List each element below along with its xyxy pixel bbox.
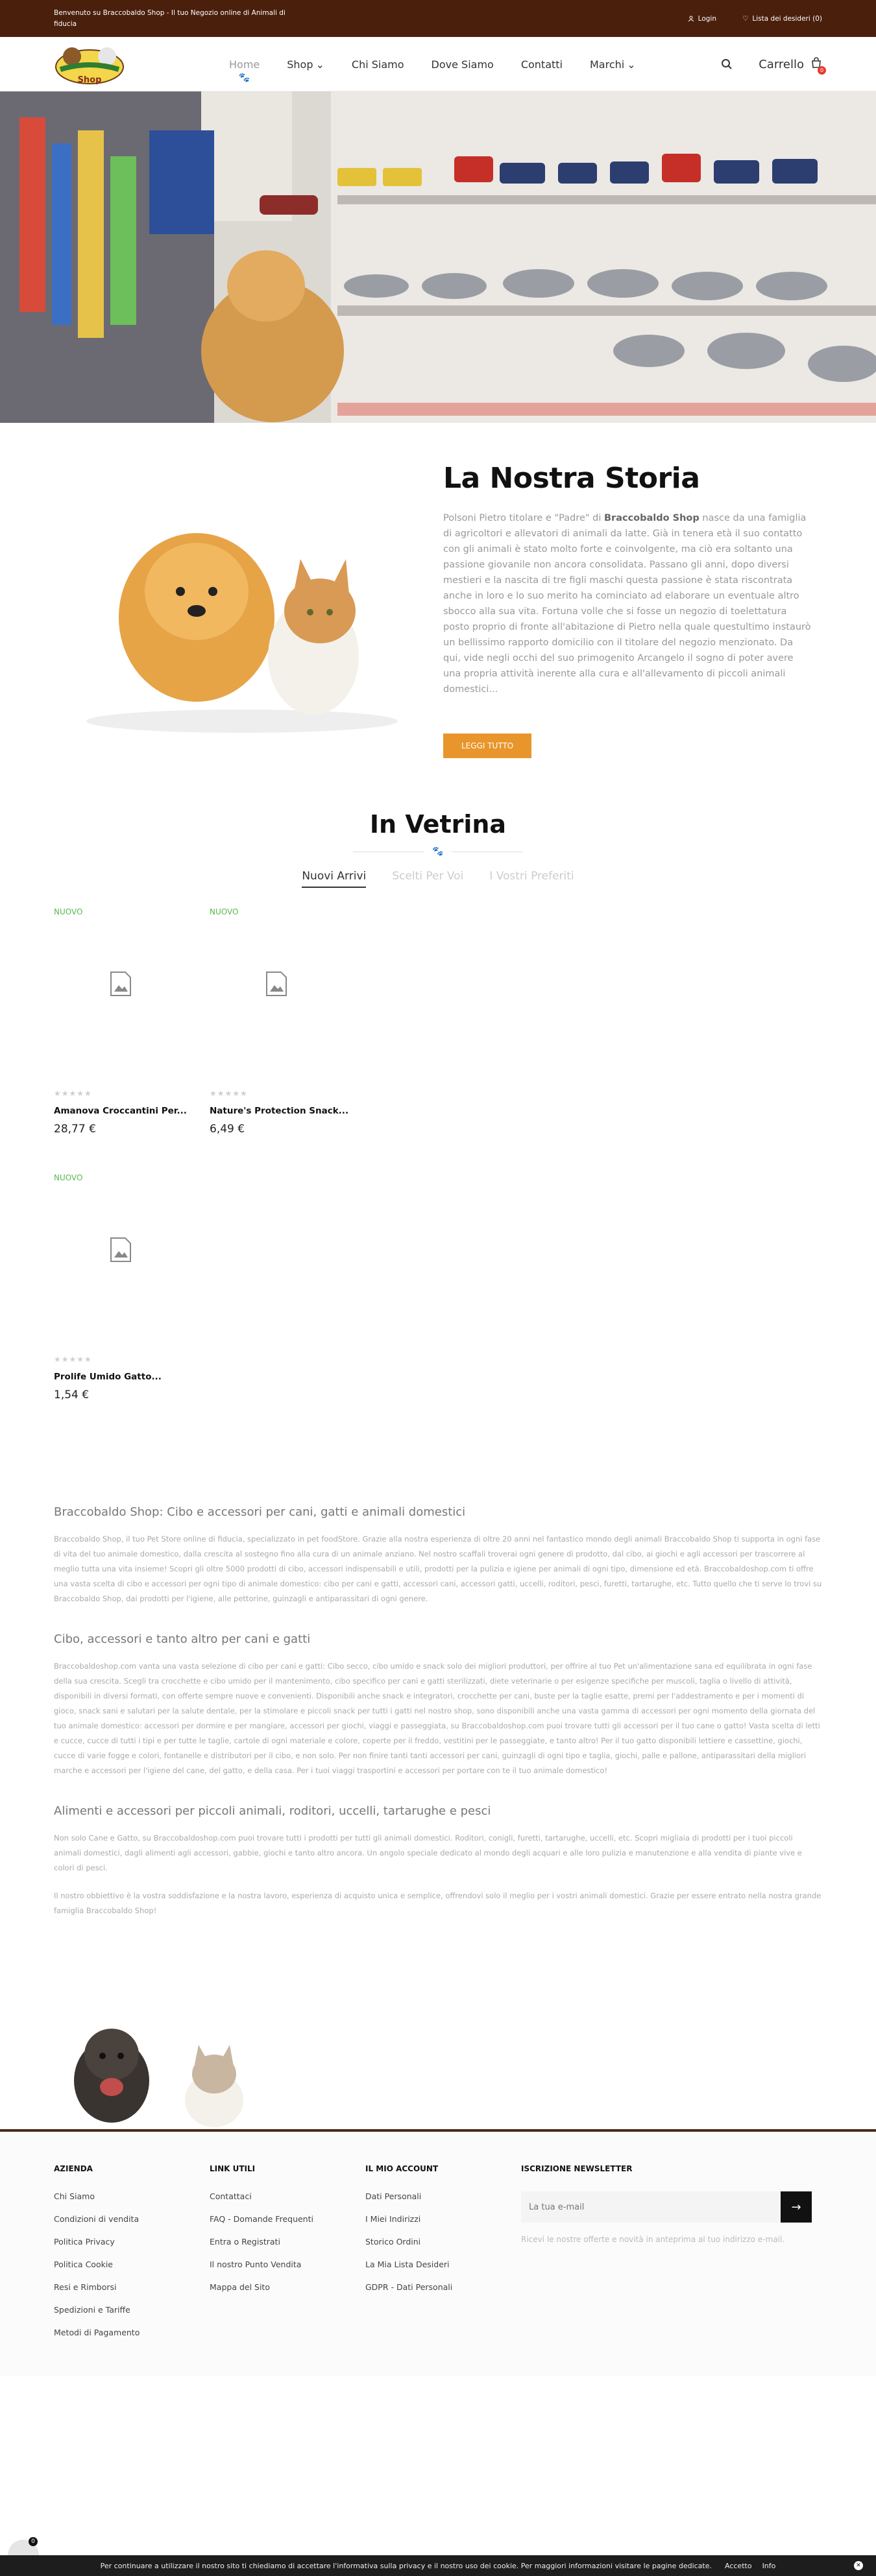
image-placeholder-icon (110, 1237, 132, 1263)
seo-paragraph: Braccobaldo Shop, il tuo Pet Store online di fiducia, specializzato in pet foodStore. Grazie alla nostra esperienza di oltre 20 anni nel fantastico mondo degli animali Braccobaldo Shop ti supporta in ogni fase di vita del tuo animale domestico, dalla crescita al sostegno fino alla cura di un animale anziano. Nel nostro scaffali troverai ogni genere di prodotto, dal cibo, ai giochi e agli accessori per trascorrere al meglio tutta una vita insieme! Scopri gli oltre 5000 prodotti di cibo, accessori indispensabili e utili, prodotti per la pulizia e igiene per animali di ogni tipo, dimensione ed età. Braccobaldoshop.com ti offre una vasta scelta di cibo e accessori per ogni tipo di animale domestico: cibo per cani e gatti, accessori cani, accessori gatti, uccelli, roditori, pesci, furetti, tartarughe, etc. Tutto quello che ti serve lo trovi su Braccobaldo Shop, dai prodotti per l'igiene, alle pettorine, guinzagli e antiparassitari di ogni genere. (54, 1534, 822, 1603)
footer-link[interactable]: Mappa del Sito (210, 2282, 270, 2292)
footer-column-azienda (54, 2164, 210, 2350)
footer-link[interactable]: La Mia Lista Desideri (365, 2260, 450, 2269)
svg-text:Shop: Shop (77, 75, 102, 85)
seo-text-section (0, 1401, 876, 2016)
newsletter-title: ISCRIZIONE NEWSLETTER (521, 2164, 633, 2173)
paw-icon: 🐾 (432, 846, 444, 857)
showcase-tabs (54, 870, 822, 888)
image-placeholder-icon (110, 971, 132, 997)
search-icon[interactable] (721, 58, 733, 70)
footer-link[interactable]: Politica Cookie (54, 2260, 113, 2269)
story-body: Polsoni Pietro titolare e "Padre" di Braccobaldo Shop nasce da una famiglia di agricoltori e allevatori di animali da latte. Già in tenera età il suo contatto con gli animali è stato molto forte e coinvolgente, ma ciò era soltanto una passione giovanile non ancora consolidata. Passano gli anni, dopo diversi mestieri e la nascita di tre figli maschi questa passione è stata riscontrata anche in loro e lo suo merito ha cominciato ad elaborare un eventuale altro sbocco alla sua vita. Fortuna volle che si fosse un negozio di toelettatura posto proprio di fronte all'abitazione di Pietro nella quale questultimo instaurò un bellissimo rapporto domicilio con il titolare del negozio menzionato. Da qui, vide negli occhi del suo primogenito Arcangelo il sogno di poter avere una propria attività inerente alla cura e all'allevamento di piccoli animali domestici... (443, 513, 811, 695)
newsletter-email-input[interactable] (521, 2191, 781, 2223)
chevron-down-icon: ⌄ (627, 58, 636, 71)
wishlist-label: Lista dei desideri (0) (752, 14, 822, 23)
showcase-title: In Vetrina (369, 810, 507, 839)
seo-heading: Braccobaldo Shop: Cibo e accessori per cani, gatti e animali domestici (54, 1505, 466, 1519)
newsletter-block (521, 2164, 820, 2350)
hero-image (0, 91, 876, 423)
chevron-down-icon: ⌄ (315, 58, 324, 71)
site-logo[interactable] (54, 41, 125, 88)
hero-banner (0, 91, 876, 423)
rating-stars: ★★★★★ (54, 1355, 92, 1364)
footer-column-link-utili (210, 2164, 365, 2350)
paw-icon: 🐾 (238, 72, 250, 83)
product-grid (54, 907, 822, 1401)
product-card[interactable] (54, 1173, 210, 1401)
close-icon[interactable]: ✕ (854, 2561, 863, 2570)
cookie-accept-button[interactable]: Accetto (725, 2561, 752, 2570)
heart-icon: ♡ (742, 14, 749, 23)
chat-count-badge: 0 (29, 2537, 38, 2546)
footer-column-account (365, 2164, 521, 2350)
cart-icon (810, 57, 822, 72)
tab-preferiti[interactable]: I Vostri Preferiti (489, 870, 574, 883)
footer-link[interactable]: Spedizioni e Tariffe (54, 2305, 130, 2315)
welcome-message: Benvenuto su Braccobaldo Shop - Il tuo Negozio online di Animali di fiducia (54, 8, 286, 28)
newsletter-submit-button[interactable] (781, 2191, 812, 2223)
cookie-banner (0, 2555, 876, 2576)
cookie-text: Per continuare a utilizzare il nostro sito ti chiediamo di accettare l'informativa sulla privacy e il nostro uso dei cookie. Per maggiori informazioni visitare le pagine dedicate. (100, 2561, 712, 2570)
footer-link[interactable]: Resi e Rimborsi (54, 2282, 117, 2292)
product-name[interactable]: Nature's Protection Snack... (210, 1106, 349, 1116)
product-price: 6,49 € (210, 1123, 245, 1136)
wishlist-link[interactable] (742, 15, 822, 23)
footer-link[interactable]: Politica Privacy (54, 2237, 115, 2247)
new-badge: NUOVO (54, 907, 83, 916)
nav-dove-siamo[interactable]: Dove Siamo (431, 58, 494, 71)
product-price: 1,54 € (54, 1389, 90, 1401)
footer-link[interactable]: Entra o Registrati (210, 2237, 280, 2247)
footer-column-title: AZIENDA (54, 2164, 93, 2173)
product-image[interactable] (54, 1173, 210, 1348)
showcase-section (0, 791, 876, 1401)
story-image (54, 462, 417, 747)
story-title: La Nostra Storia (443, 462, 700, 495)
seo-heading: Alimenti e accessori per piccoli animali, roditori, uccelli, tartarughe e pesci (54, 1804, 491, 1818)
new-badge: NUOVO (54, 1173, 83, 1182)
newsletter-note: Ricevi le nostre offerte e novità in anteprima al tuo indirizzo e-mail. (521, 2235, 785, 2244)
product-name[interactable]: Amanova Croccantini Per... (54, 1106, 187, 1116)
product-image[interactable] (54, 907, 210, 1082)
footer-link[interactable]: Dati Personali (365, 2191, 422, 2201)
footer-link[interactable]: Chi Siamo (54, 2191, 95, 2201)
site-footer (0, 2129, 876, 2376)
product-card[interactable] (210, 907, 365, 1136)
footer-link[interactable]: Condizioni di vendita (54, 2214, 140, 2224)
footer-link[interactable]: Metodi di Pagamento (54, 2328, 140, 2337)
cookie-info-button[interactable]: Info (762, 2561, 776, 2570)
tab-nuovi-arrivi[interactable]: Nuovi Arrivi (302, 870, 366, 888)
rating-stars: ★★★★★ (210, 1089, 248, 1098)
user-icon (688, 16, 694, 22)
seo-paragraph: Non solo Cane e Gatto, su Braccobaldoshop.com puoi trovare tutti i prodotti per tutti gli animali domestici. Roditori, conigli, furetti, tartarughe, uccelli, etc. Scopri migliaia di prodotti per i tuoi piccoli animali domestici, dagli alimenti agli accessori, gabbie, giochi e tanto altro ancora. Un angolo speciale dedicato al mondo degli acquari e alle loro pulizia e manutenzione e alla vendita di piante vive e colori di pesci. (54, 1833, 802, 1872)
read-more-button[interactable]: LEGGI TUTTO (443, 733, 531, 758)
main-nav (229, 58, 636, 83)
new-badge: NUOVO (210, 907, 239, 916)
seo-heading: Cibo, accessori e tanto altro per cani e gatti (54, 1632, 311, 1646)
footer-column-title: LINK UTILI (210, 2164, 256, 2173)
cart-button[interactable] (759, 57, 822, 72)
section-divider (54, 846, 822, 857)
arrow-right-icon: → (791, 2200, 801, 2214)
footer-link[interactable]: I Miei Indirizzi (365, 2214, 421, 2224)
product-name[interactable]: Prolife Umido Gatto... (54, 1372, 162, 1382)
footer-link[interactable]: Storico Ordini (365, 2237, 421, 2247)
top-bar (0, 0, 876, 37)
nav-contatti[interactable]: Contatti (520, 58, 563, 71)
nav-home[interactable]: Home 🐾 (229, 58, 260, 83)
rating-stars: ★★★★★ (54, 1089, 92, 1098)
login-link[interactable] (688, 15, 716, 23)
product-price: 28,77 € (54, 1123, 96, 1136)
cart-count-badge: 0 (818, 66, 826, 75)
seo-paragraph: Il nostro obbiettivo è la vostra soddisfazione e la nostra lavoro, esperienza di acquisto unica e semplice, offrendovi solo il meglio per i vostri animali domestici. Grazie per essere entrato nella nostra grande famiglia Braccobaldo Shop! (54, 1891, 821, 1915)
footer-link[interactable]: Contattaci (210, 2191, 252, 2201)
tab-scelti-per-voi[interactable]: Scelti Per Voi (392, 870, 464, 883)
cart-label: Carrello (759, 57, 804, 71)
product-image[interactable] (210, 907, 365, 1082)
seo-paragraph: Braccobaldoshop.com vanta una vasta selezione di cibo per cani e gatti: Cibo secco, cibo umido e snack solo dei migliori produttori, per offrire al tuo Pet un'alimentazione sana ed equilibrata in ogni fase della sua crescita. Scegli tra crocchette e cibo umido per il mantenimento, cibo specifico per cani e gatti sterilizzati, diete veterinarie o per esigenze specifiche per muscoli, taglia o livello di attività, disponibili in diversi formati, con offerte sempre nuove e convenienti. Disponibili anche snack e integratori, crocchette per cani, buste per la taglie esatte, premi per l'addestramento e per i momenti di gioco, snack sani e salutari per la salute dentale, per la stimolare e piccoli snack per tutti i gatti nel nostro shop, sono disponibili anche una vasta gamma di accessori per ogni momento della giornata del tuo animale domestico: accessori per dormire e per mangiare, accessori per giochi, viaggi e passeggiata, su Braccobaldoshop.com puoi trovare tutti gli accessori per il tuo cane o gatto! Vasta scelta di letti e cucce, cucce di tutti i tipi e per tutte le taglie, cartole di ogni materiale e colore, coperte per il freddo, vestitini per le passeggiate, e tanto altro! Per il tuo gatto disponibili lettiere e cassettine, giochi, cucce di varie fogge e colori, fontanelle e distributori per il cibo, e non solo. Per non finire tanti tanti accessori per cani, guinzagli di ogni tipo e taglia, giochi, palle e pallone, antiparassitari della migliori marche e accessori per l'igiene del cane, del gatto, e della casa. Per i tuoi viaggi trasportini e accessori per portare con te il tuo animale domestico! (54, 1662, 820, 1775)
nav-shop[interactable]: Shop ⌄ (287, 58, 324, 71)
product-card[interactable] (54, 907, 210, 1136)
footer-pets-image (0, 2016, 876, 2129)
footer-link[interactable]: GDPR - Dati Personali (365, 2282, 453, 2292)
nav-chi-siamo[interactable]: Chi Siamo (351, 58, 404, 71)
site-header (0, 37, 876, 91)
nav-marchi[interactable]: Marchi ⌄ (590, 58, 636, 71)
footer-column-title: IL MIO ACCOUNT (365, 2164, 439, 2173)
footer-link[interactable]: FAQ - Domande Frequenti (210, 2214, 313, 2224)
login-label: Login (698, 14, 716, 23)
footer-link[interactable]: Il nostro Punto Vendita (210, 2260, 302, 2269)
image-placeholder-icon (265, 971, 287, 997)
story-section (0, 423, 876, 791)
